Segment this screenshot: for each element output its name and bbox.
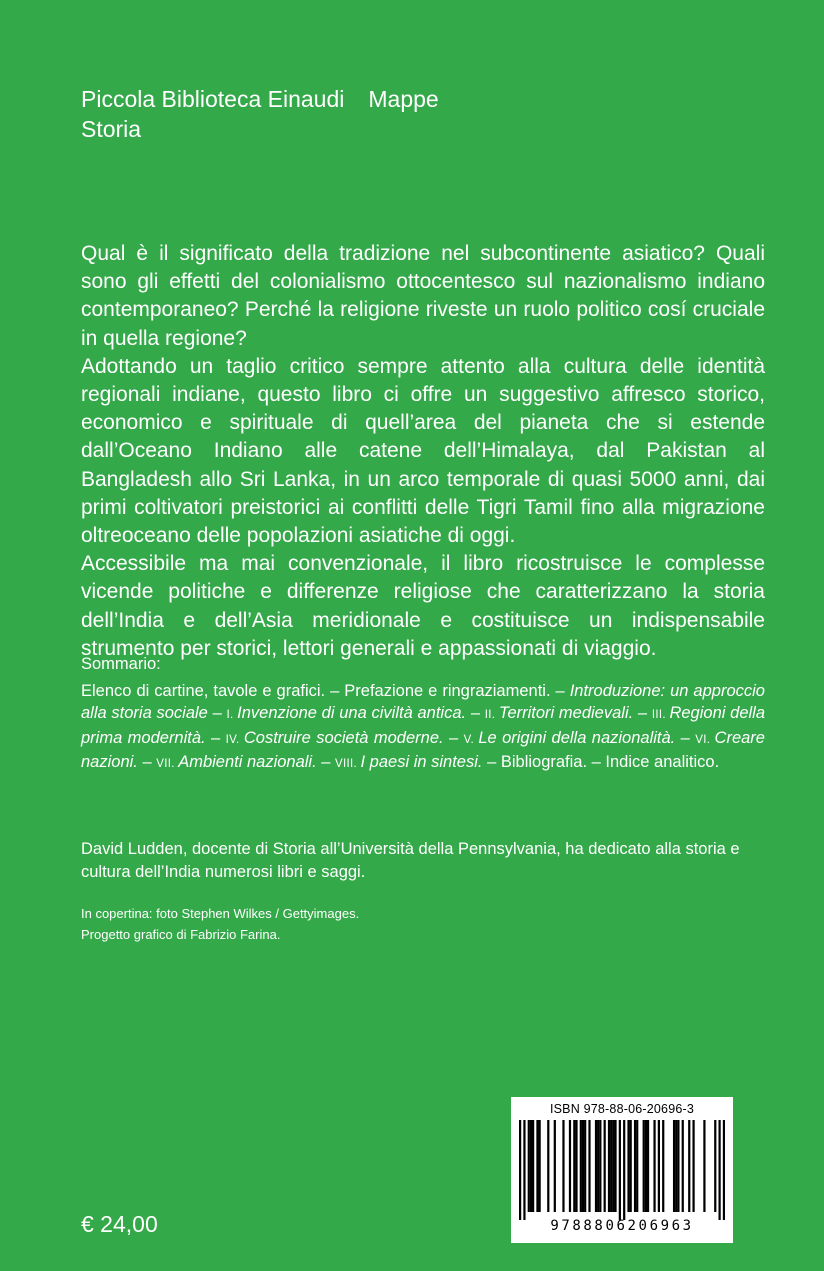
summary-title: Sommario: (81, 655, 161, 673)
isbn-label: ISBN 978-88-06-20696-3 (549, 1102, 695, 1116)
barcode-bar (582, 1120, 584, 1212)
series-line: Mappe (368, 86, 439, 112)
price: € 24,00 (81, 1211, 158, 1237)
barcode-bar (608, 1120, 610, 1212)
series-header (81, 84, 439, 144)
barcode-digits: 9788806206963 (550, 1218, 694, 1234)
barcode-bar (539, 1120, 541, 1212)
summary-item-text: Invenzione di una civiltà antica. (237, 704, 467, 722)
isbn-barcode-box (511, 1097, 733, 1243)
barcode-bar (653, 1120, 655, 1212)
blurb (81, 240, 765, 663)
summary-list: Elenco di cartine, tavole e grafici. – Prefazione e ringraziamenti. – Introduzione: un approccio alla storia sociale – I. Invenzione di una civiltà antica. – II. Territori medievali. – III. Regioni della prima modernità. – IV. Costruire società moderne. – V. Le origini della nazionalità. – VI. Creare nazioni. – VII. Ambienti nazionali. – VIII. I paesi in sintesi. – Bibliografia. – Indice analitico. (81, 681, 766, 771)
barcode-bar (597, 1120, 599, 1212)
barcode-bar (584, 1120, 586, 1212)
barcode-bar (636, 1120, 638, 1212)
barcode-bar (643, 1120, 645, 1212)
design-credit: Progetto grafico di Fabrizio Farina. (81, 927, 281, 942)
barcode-bar (662, 1120, 664, 1212)
barcode-bar (547, 1120, 549, 1212)
chapter-number: VII. (156, 758, 179, 770)
summary-item (501, 753, 587, 771)
barcode-bar (530, 1120, 532, 1212)
barcode-bar (703, 1120, 705, 1212)
barcode-bar (532, 1120, 534, 1212)
barcode-bar (647, 1120, 649, 1212)
chapter-number: VI. (695, 733, 715, 746)
summary-item-text: Bibliografia. (500, 753, 588, 771)
barcode-bar (675, 1120, 677, 1212)
chapter-number: II. (484, 709, 499, 721)
barcode-bar (588, 1120, 590, 1212)
barcode-bar (610, 1120, 612, 1212)
summary-item (156, 753, 316, 771)
summary-item (335, 753, 482, 771)
collection-name: Piccola Biblioteca Einaudi (81, 86, 345, 112)
barcode-bar (599, 1120, 601, 1212)
series-category: Storia (81, 116, 142, 142)
barcode-bar (692, 1120, 694, 1212)
barcode (519, 1120, 725, 1222)
barcode-bar (554, 1120, 556, 1212)
summary-item-text: Ambienti nazionali. (178, 753, 317, 771)
summary-item (226, 729, 444, 747)
chapter-number: IV. (225, 733, 244, 746)
credits (81, 903, 765, 945)
barcode-bar (677, 1120, 679, 1212)
summary-item-text: Le origini della nazionalità. (478, 728, 676, 747)
summary-item-text: Territori medievali. (498, 704, 634, 722)
chapter-number: V. (463, 733, 479, 746)
barcode-bar (612, 1120, 614, 1212)
barcode-bar (645, 1120, 647, 1212)
summary-item-text: Prefazione e ringraziamenti. (344, 681, 551, 700)
summary-item (227, 704, 467, 722)
barcode-bar (523, 1120, 525, 1220)
barcode-bar (573, 1120, 575, 1212)
barcode-bar (658, 1120, 660, 1212)
barcode-bar (673, 1120, 675, 1212)
chapter-number: I. (226, 709, 238, 721)
summary-item-text: I paesi in sintesi. (360, 753, 483, 771)
barcode-bar (634, 1120, 636, 1212)
barcode-bar (682, 1120, 684, 1212)
blurb-paragraph: Accessibile ma mai convenzionale, il libro ricostruisce le complesse vicende politiche e differenze religiose che caratterizzano la storia dell’India e dell’Asia meridionale e costituisce un indispensabile strumento per storici, lettori generali e appassionati di viaggio. (81, 552, 765, 660)
author-note: David Ludden, docente di Storia all’Università della Pennsylvania, ha dedicato alla storia e cultura dell’India numerosi libri e saggi. (81, 840, 740, 881)
chapter-number: III. (651, 709, 670, 721)
summary-item-text: Costruire società moderne. (243, 728, 444, 747)
summary-item-text: Introduzione: un approccio alla storia sociale (81, 681, 765, 722)
summary-item (81, 682, 325, 700)
table-of-contents (81, 653, 765, 776)
barcode-bar (630, 1120, 632, 1212)
barcode-bar (536, 1120, 538, 1212)
barcode-bar (723, 1120, 725, 1220)
barcode-bar (528, 1120, 530, 1212)
summary-item-text: Creare nazioni. (81, 728, 765, 771)
barcode-bar (595, 1120, 597, 1212)
summary-item (344, 682, 550, 700)
summary-item (464, 729, 676, 747)
barcode-bar (627, 1120, 629, 1212)
summary-item-text: Regioni della prima modernità. (81, 704, 766, 747)
cover-photo-credit: In copertina: foto Stephen Wilkes / Gettyimages. (81, 906, 360, 921)
barcode-bar (614, 1120, 616, 1212)
barcode-bar (623, 1120, 625, 1220)
barcode-bar (575, 1120, 577, 1212)
barcode-bar (580, 1120, 582, 1212)
summary-item-text: Indice analitico. (605, 753, 720, 771)
barcode-bar (714, 1120, 716, 1212)
summary-item (605, 753, 719, 771)
blurb-paragraph: Adottando un taglio critico sempre attento alla cultura delle identità regionali indiane, questo libro ci offre un suggestivo affresco storico, economico e spirituale di quell’area del pianeta che si estende dall’Oceano Indiano alle catene dell’Himalaya, dal Pakistan al Bangladesh allo Sri Lanka, in un arco temporale di quasi 5000 anni, dai primi coltivatori preistorici ai conflitti delle Tigri Tamil fino alla migrazione oltreoceano delle popolazioni asiatiche di oggi. (81, 354, 765, 548)
barcode-bar (619, 1120, 621, 1220)
barcode-bar (519, 1120, 521, 1220)
summary-item-text: Elenco di cartine, tavole e grafici. (81, 681, 326, 700)
barcode-bar (569, 1120, 571, 1212)
barcode-bar (604, 1120, 606, 1212)
barcode-bar (562, 1120, 564, 1212)
summary-item (485, 704, 633, 722)
barcode-bar (688, 1120, 690, 1212)
blurb-paragraph: Qual è il significato della tradizione nel subcontinente asiatico? Quali sono gli effetti del colonialismo ottocentesco sul nazionalismo indiano contemporaneo? Perché la religione riveste un ruolo politico cosí cruciale in quella regione? (81, 242, 765, 350)
chapter-number: VIII. (335, 758, 361, 770)
barcode-bar (718, 1120, 720, 1220)
